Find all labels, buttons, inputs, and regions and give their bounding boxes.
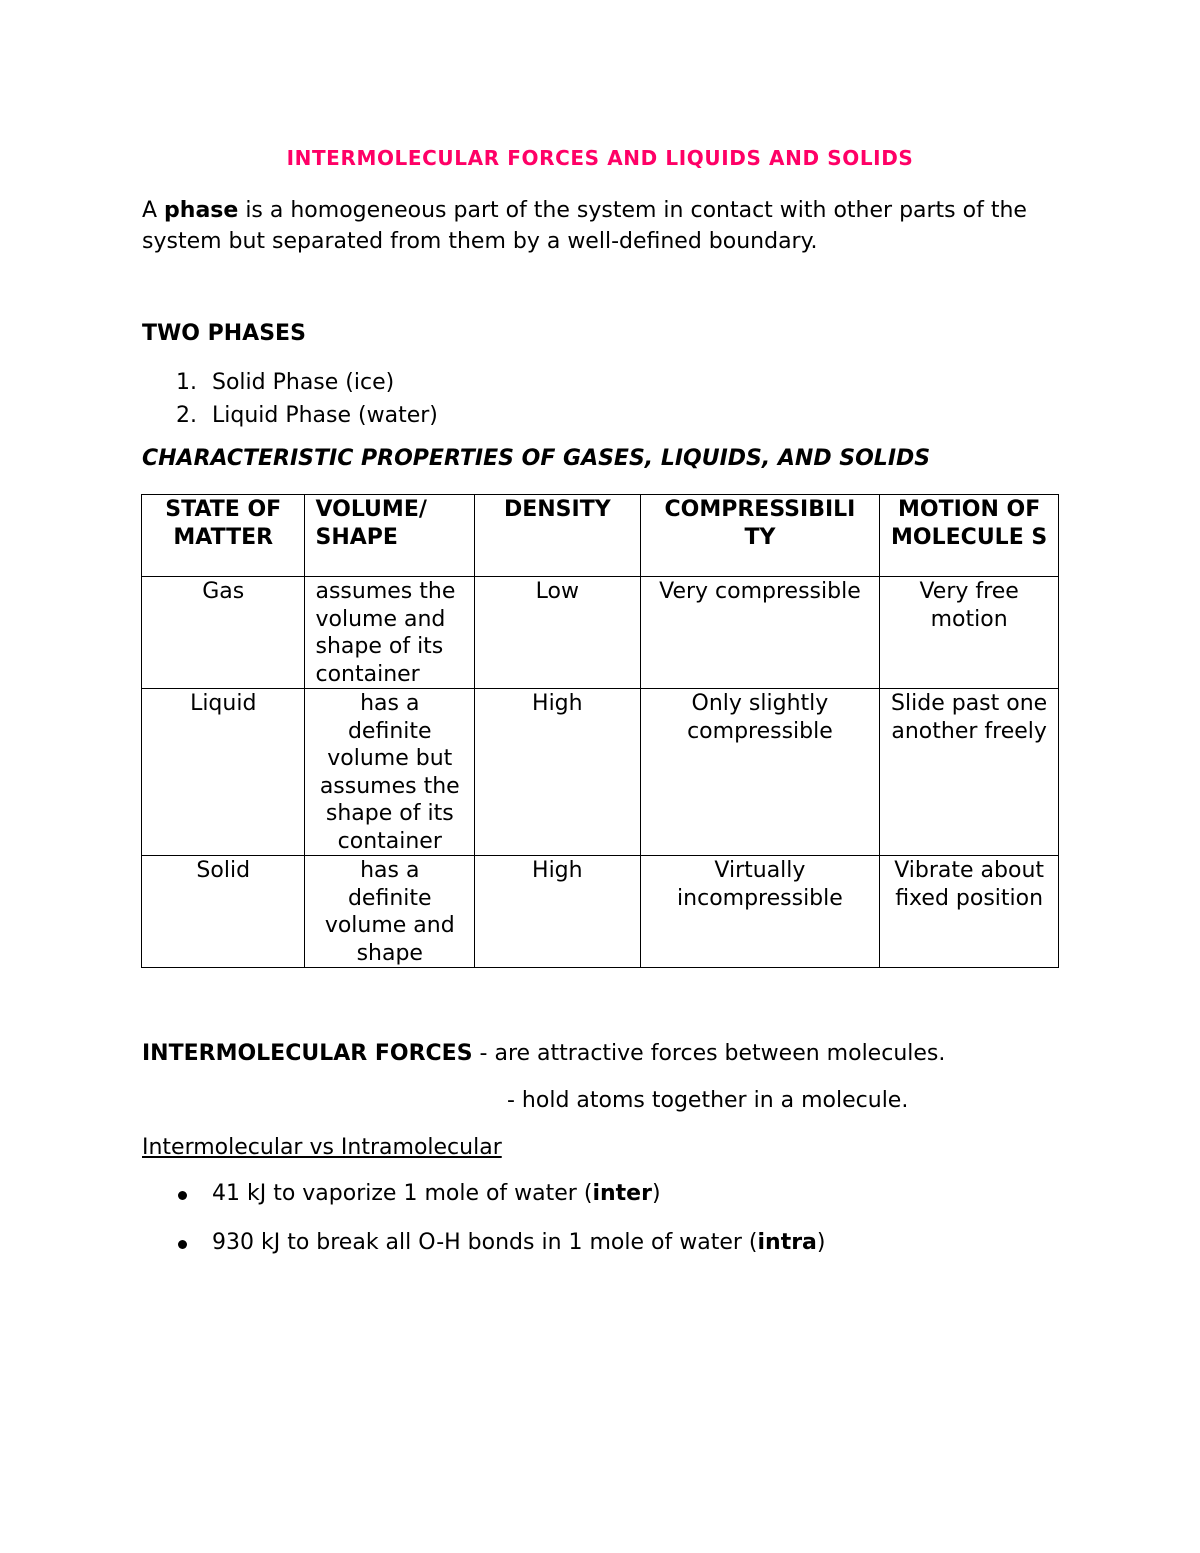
table-cell: Slide past one another freely [880,689,1059,856]
table-header-cell: MOTION OF MOLECULE S [880,495,1059,577]
table-cell: Solid [142,856,305,968]
table-cell: Gas [142,577,305,689]
table-cell: assumes the volume and shape of its container [305,577,475,689]
table-cell: Vibrate about fixed position [880,856,1059,968]
comparison-heading: Intermolecular vs Intramolecular [142,1135,502,1160]
table-cell: Liquid [142,689,305,856]
table-header-cell: COMPRESSIBILI TY [640,495,880,577]
phase-term: phase [164,198,239,223]
list-item: 930 kJ to break all O-H bonds in 1 mole of water (intra) [142,1230,826,1279]
properties-heading: CHARACTERISTIC PROPERTIES OF GASES, LIQUIDS, AND SOLIDS [142,446,931,471]
table-cell: Only slightly compressible [640,689,880,856]
bullet-icon [178,1240,187,1249]
two-phases-heading: TWO PHASES [142,321,306,346]
list-item: 41 kJ to vaporize 1 mole of water (inter) [142,1181,826,1230]
table-cell: Very compressible [640,577,880,689]
table-row [142,577,1059,689]
table-cell: High [475,689,641,856]
table-header-row [142,495,1059,577]
imf-definition: INTERMOLECULAR FORCES - are attractive forces between molecules. [142,1041,946,1066]
table-cell: has a definite volume and shape [305,856,475,968]
imf-definition-2: - hold atoms together in a molecule. [507,1088,909,1113]
table-cell: Low [475,577,641,689]
page-title: INTERMOLECULAR FORCES AND LIQUIDS AND SOLIDS [286,146,914,170]
phase-definition: A phase is a homogeneous part of the system in contact with other parts of the system but separated from them by a well-defined boundary. [142,198,1027,254]
imf-term: INTERMOLECULAR FORCES [142,1041,473,1066]
table-cell: High [475,856,641,968]
properties-table [141,494,1059,968]
list-item: 2. Liquid Phase (water) [176,403,438,428]
bullet-icon [178,1191,187,1200]
table-header-cell: VOLUME/ SHAPE [305,495,475,577]
table-cell: has a definite volume but assumes the shape of its container [305,689,475,856]
list-item: 1. Solid Phase (ice) [176,370,395,395]
table-cell: Virtually incompressible [640,856,880,968]
table-header-cell: STATE OF MATTER [142,495,305,577]
table-row [142,689,1059,856]
table-row [142,856,1059,968]
table-cell: Very free motion [880,577,1059,689]
table-header-cell: DENSITY [475,495,641,577]
two-phases-list [142,366,438,432]
comparison-list [142,1181,826,1279]
